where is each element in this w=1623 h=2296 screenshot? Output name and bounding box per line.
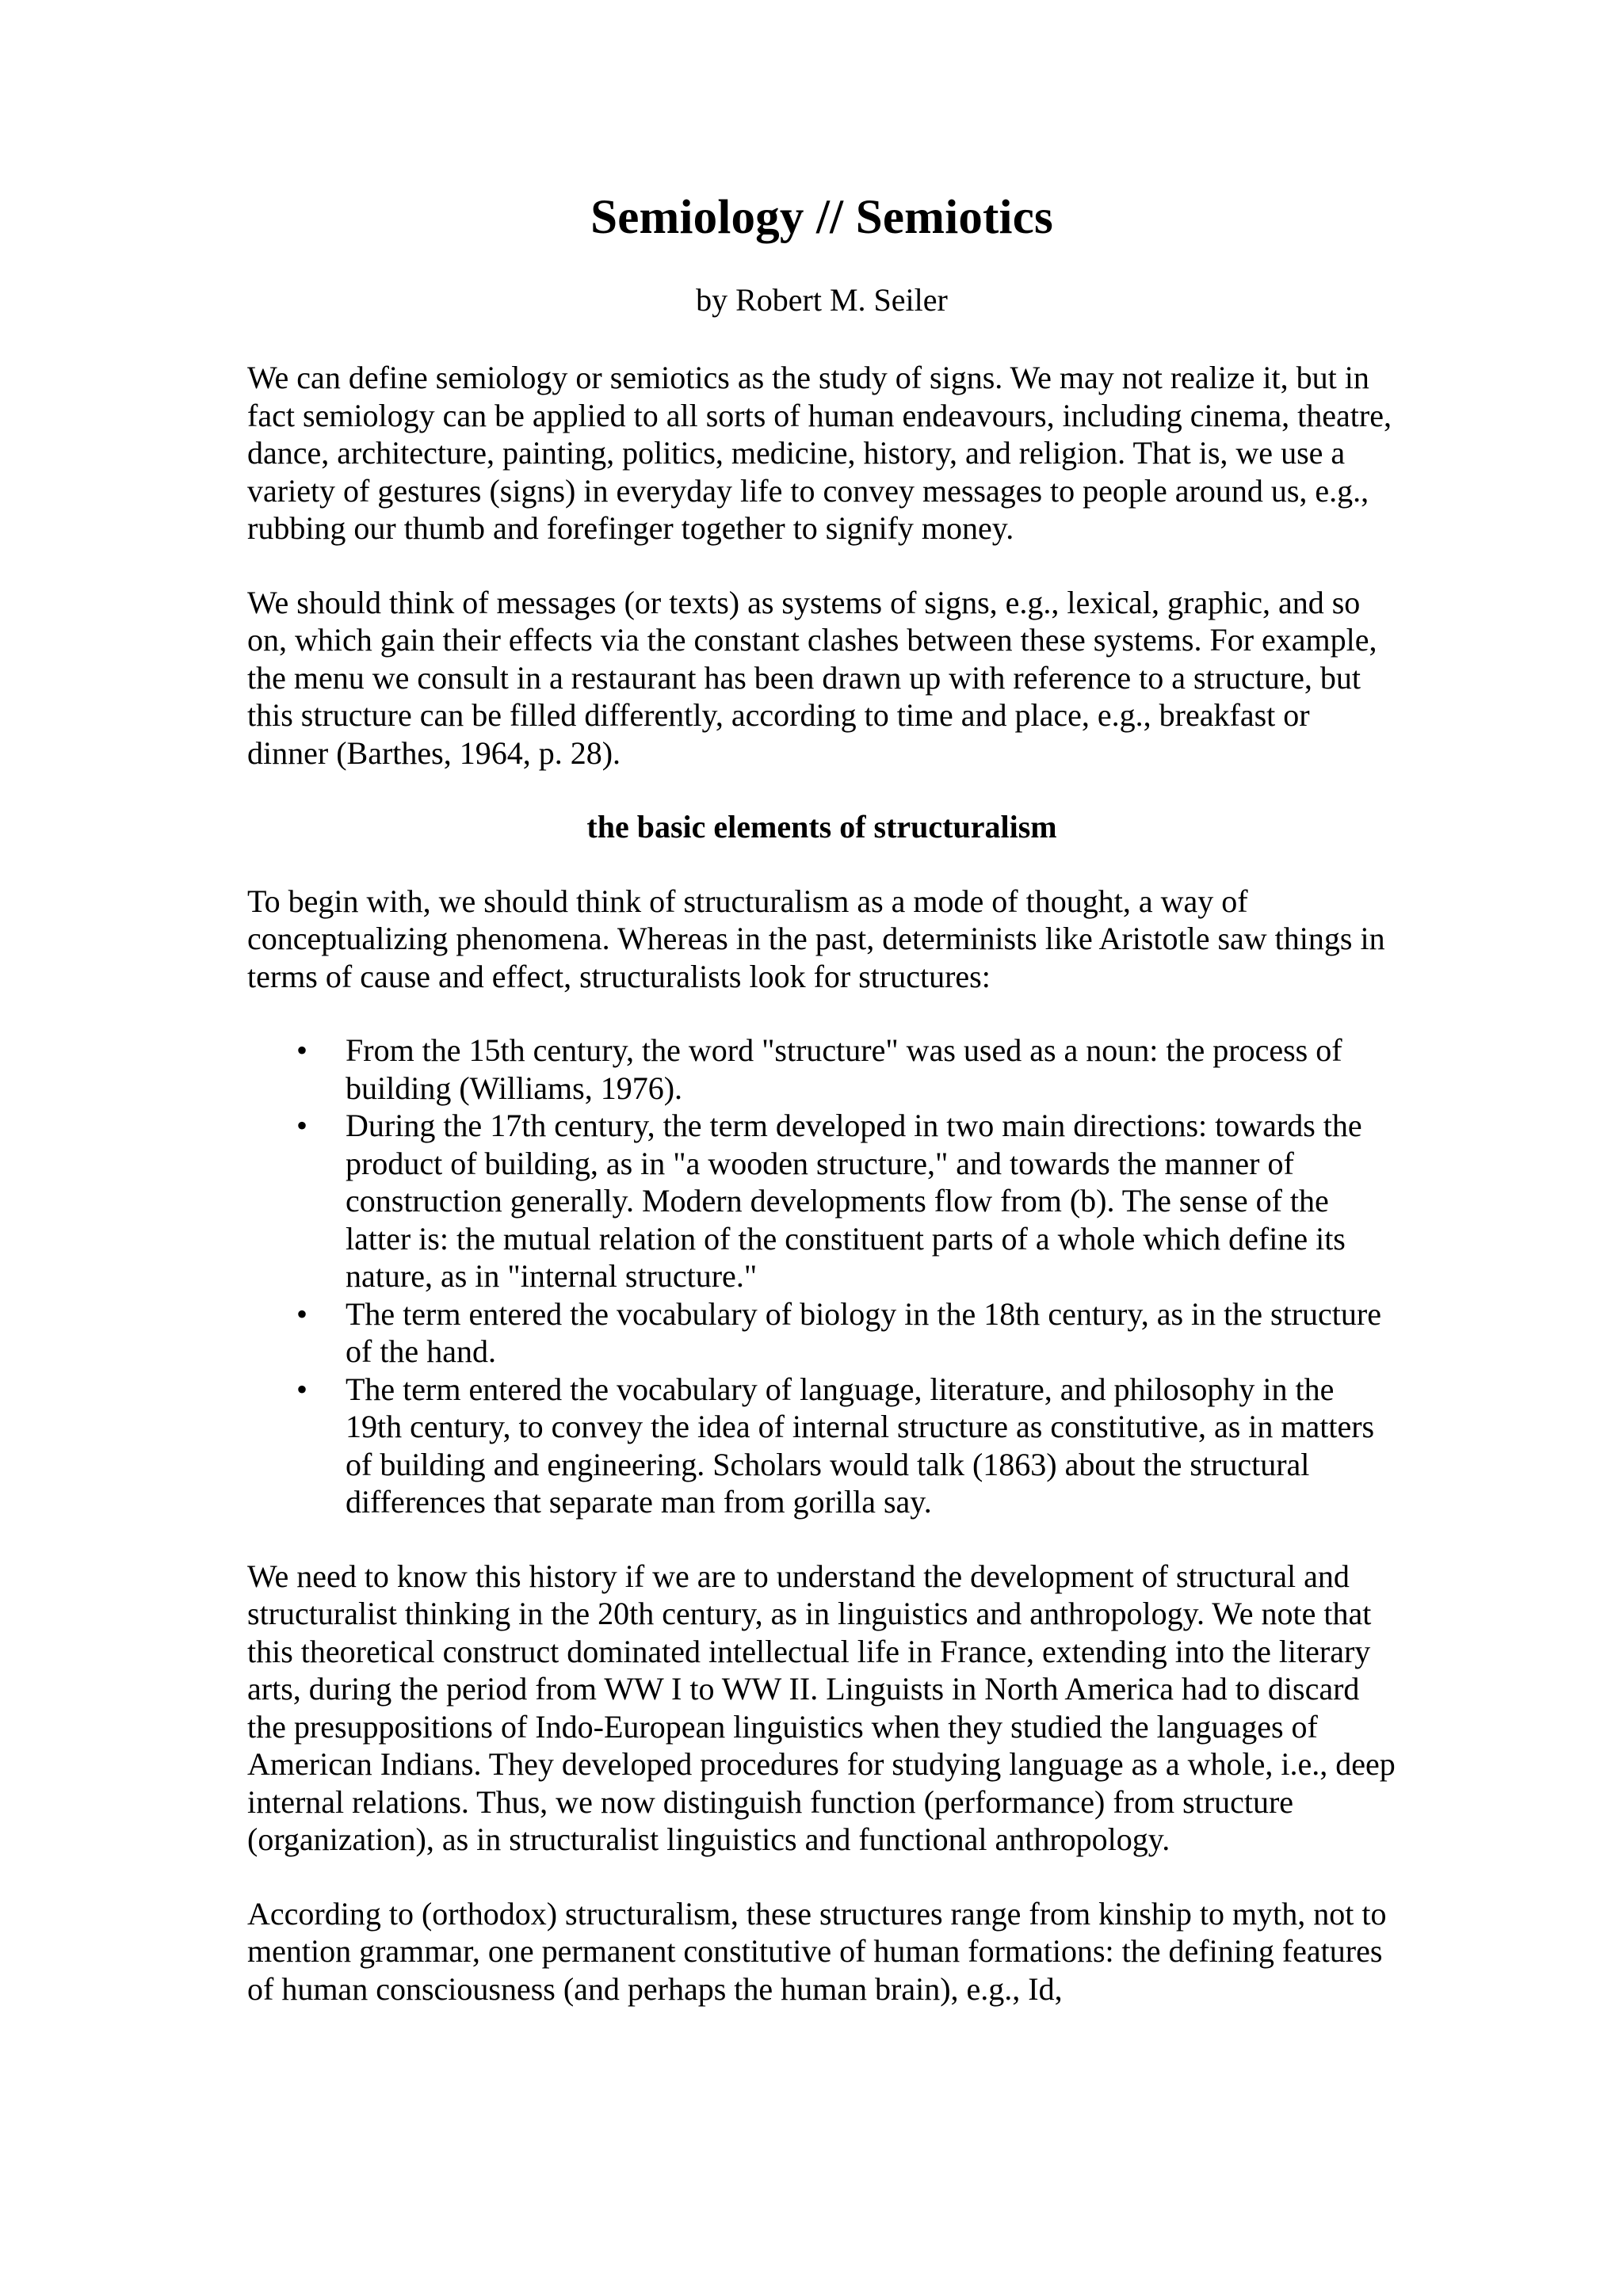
bullet-item: [296, 1107, 1396, 1295]
bullet-item: [296, 1295, 1396, 1371]
document-title: Semiology // Semiotics: [590, 191, 1053, 244]
bullet-text: During the 17th century, the term developed in two main directions: towards the product of building, as in "a wooden structure," and towards the manner of construction generally. Modern developments flow from (b). The sense of the latter is: the mutual relation of the constituent parts of a whole which define its nature, as in "internal structure.": [346, 1108, 1362, 1295]
bullet-item: [296, 1032, 1396, 1107]
bullet-icon: •: [296, 1295, 308, 1332]
bullet-icon: •: [296, 1371, 308, 1407]
paragraph-orthodox: According to (orthodox) structuralism, these structures range from kinship to myth, not to mention grammar, one permanent constitutive of human formations: the defining features of human consciousness (and perhaps the human brain), e.g., Id,: [247, 1895, 1387, 2007]
bullet-text: The term entered the vocabulary of biology in the 18th century, as in the structure of the hand.: [346, 1295, 1381, 1370]
paragraph-intro-2: We should think of messages (or texts) as systems of signs, e.g., lexical, graphic, and so on, which gain their effects via the constant clashes between these systems. For example, the menu we consult in a restaurant has been drawn up with reference to a structure, but this structure can be filled differently, according to time and place, e.g., breakfast or dinner (Barthes, 1964, p. 28).: [247, 584, 1377, 771]
bullet-icon: •: [296, 1108, 308, 1144]
paragraph-intro-1: We can define semiology or semiotics as the study of signs. We may not realize it, but in fact semiology can be applied to all sorts of human endeavours, including cinema, theatre, dance, architecture, painting, politics, medicine, history, and religion. That is, we use a variety of gestures (signs) in everyday life to convey messages to people around us, e.g., rubbing our thumb and forefinger together to signify money.: [247, 360, 1392, 547]
bullet-icon: •: [296, 1032, 308, 1069]
paragraph-history: We need to know this history if we are to understand the development of structural and structuralist thinking in the 20th century, as in linguistics and anthropology. We note that this theoretical construct dominated intellectual life in France, extending into the literary arts, during the period from WW I to WW II. Linguists in North America had to discard the presuppositions of Indo-European linguistics when they studied the languages of American Indians. They developed procedures for studying language as a whole, i.e., deep internal relations. Thus, we now distinguish function (performance) from structure (organization), as in structuralist linguistics and functional anthropology.: [247, 1558, 1396, 1858]
bullet-text: From the 15th century, the word "structure" was used as a noun: the process of building (Williams, 1976).: [346, 1032, 1342, 1106]
bullet-text: The term entered the vocabulary of language, literature, and philosophy in the 19th century, to convey the idea of internal structure as constitutive, as in matters of building and engineering. Scholars would talk (1863) about the structural differences that separate man from gorilla say.: [346, 1371, 1375, 1520]
section-heading: the basic elements of structuralism: [586, 809, 1057, 845]
bullet-item: [296, 1371, 1396, 1521]
bullet-list: [247, 1032, 1396, 1521]
paragraph-section-intro: To begin with, we should think of structuralism as a mode of thought, a way of conceptualizing phenomena. Whereas in the past, determinists like Aristotle saw things in terms of cause and effect, structuralists look for structures:: [247, 883, 1385, 994]
document-author: by Robert M. Seiler: [696, 282, 948, 318]
document-page: [247, 189, 1396, 2044]
